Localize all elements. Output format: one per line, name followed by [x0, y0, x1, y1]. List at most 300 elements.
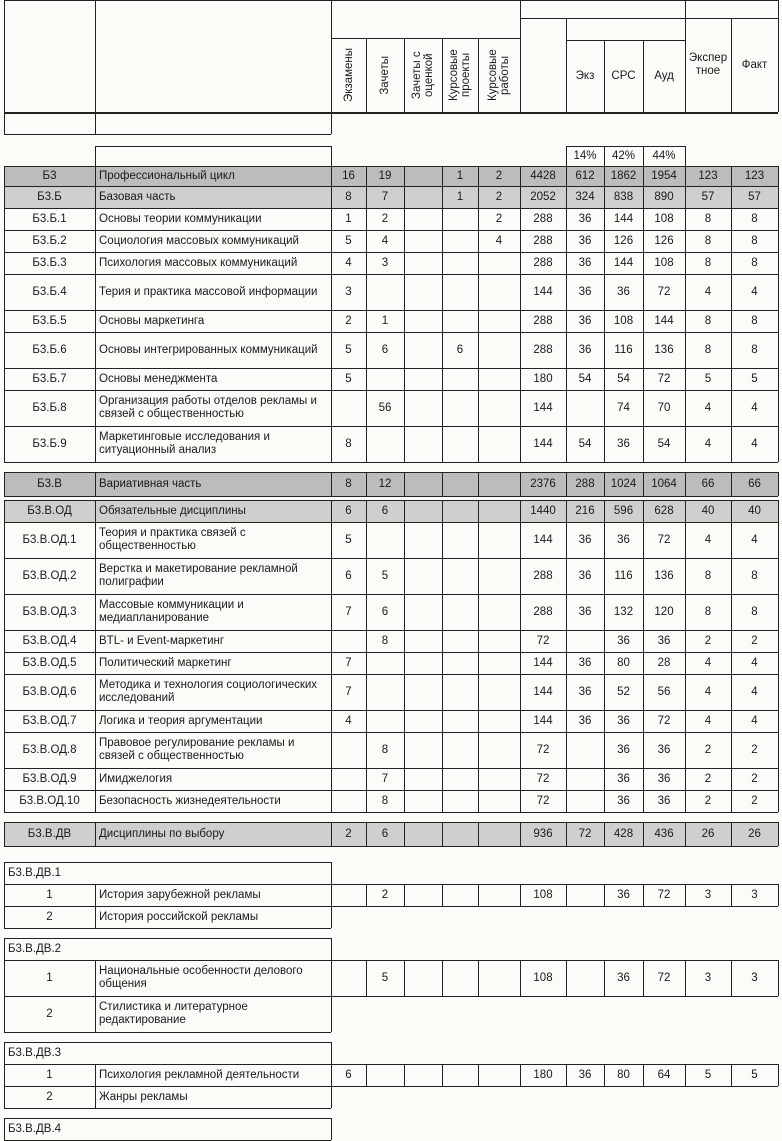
v-rule	[778, 652, 779, 674]
row-s: 116	[614, 569, 633, 582]
v-rule	[604, 274, 605, 310]
v-rule	[731, 522, 732, 558]
row-index: Б3.В.ОД.5	[22, 656, 77, 669]
v-rule	[442, 186, 443, 208]
v-rule	[442, 822, 443, 846]
v-rule	[520, 1064, 521, 1086]
row-e: 36	[578, 569, 592, 582]
v-rule	[685, 630, 686, 652]
v-rule	[478, 884, 479, 906]
v-rule	[95, 252, 96, 274]
row-zo	[404, 426, 442, 462]
v-rule	[95, 960, 96, 996]
row-s: 36	[617, 285, 630, 298]
row-zo	[404, 522, 442, 558]
dv-item-za: 5	[381, 971, 389, 984]
dv-item-s: 36	[617, 888, 630, 901]
row-za	[366, 368, 404, 390]
dv-item-index: 1	[46, 888, 53, 901]
v-rule	[404, 710, 405, 732]
v-rule	[95, 186, 96, 208]
v-rule	[404, 674, 405, 710]
row-kr	[478, 252, 520, 274]
row-zo	[404, 594, 442, 630]
row-za: 3	[381, 256, 389, 269]
row-zo	[404, 166, 442, 186]
v-rule	[478, 252, 479, 274]
v-rule	[643, 368, 644, 390]
h-rule	[4, 594, 778, 595]
v-rule	[95, 630, 96, 652]
h-rule	[4, 674, 778, 675]
v-rule	[604, 500, 605, 522]
h-rule	[4, 1032, 331, 1033]
v-rule	[366, 472, 367, 496]
v-rule	[4, 186, 5, 208]
v-rule	[604, 960, 605, 996]
dv-item-name: Национальные особенности делового общения	[99, 965, 303, 990]
v-rule	[478, 38, 479, 112]
v-rule	[604, 166, 605, 186]
header-form-col	[366, 38, 404, 112]
row-zo	[404, 252, 442, 274]
row-a: 36	[657, 794, 671, 807]
dv-group-title: Б3.В.ДВ.1	[8, 866, 62, 879]
row-name: Массовые коммуникации и медиапланирование	[99, 599, 244, 624]
row-index: Б3.В.ОД.8	[22, 743, 77, 756]
v-rule	[778, 390, 779, 426]
v-rule	[566, 790, 567, 812]
v-rule	[778, 522, 779, 558]
row-zf: 8	[751, 256, 758, 269]
row-e	[566, 790, 604, 812]
row-zf: 57	[748, 190, 761, 203]
v-rule	[404, 230, 405, 252]
v-rule	[643, 558, 644, 594]
row-all: 288	[533, 314, 553, 327]
v-rule	[731, 960, 732, 996]
row-index: Б3.В.ОД	[27, 504, 72, 517]
v-rule	[566, 252, 567, 274]
v-rule	[685, 674, 686, 710]
row-kp	[442, 500, 478, 522]
row-ze: 2	[704, 743, 712, 756]
v-rule	[366, 38, 367, 112]
v-rule	[442, 768, 443, 790]
v-rule	[604, 790, 605, 812]
v-rule	[604, 732, 605, 768]
header-zet	[685, 0, 778, 18]
v-rule	[478, 630, 479, 652]
dv-item-zo	[404, 960, 442, 996]
row-index: Б3.В.ОД.7	[22, 714, 77, 727]
row-zo	[404, 558, 442, 594]
v-rule	[520, 790, 521, 812]
v-rule	[366, 1064, 367, 1086]
v-rule	[566, 558, 567, 594]
h-rule	[4, 1064, 778, 1065]
row-index: Б3.Б	[37, 190, 62, 203]
dv-item-zf: 3	[751, 888, 758, 901]
row-zf: 4	[751, 533, 758, 546]
row-s: 428	[613, 827, 634, 840]
v-rule	[685, 500, 686, 522]
v-rule	[478, 710, 479, 732]
v-rule	[478, 768, 479, 790]
h-rule	[4, 884, 778, 885]
dv-item-s: 80	[617, 1068, 630, 1081]
row-za	[366, 426, 404, 462]
row-name: Основы маркетинга	[99, 314, 205, 327]
row-e	[566, 390, 604, 426]
v-rule	[404, 252, 405, 274]
v-rule	[331, 472, 332, 496]
row-ze: 26	[701, 827, 715, 840]
v-rule	[520, 368, 521, 390]
v-rule	[478, 332, 479, 368]
v-rule	[643, 426, 644, 462]
v-rule	[643, 732, 644, 768]
dv-item-kp	[442, 884, 478, 906]
v-rule	[643, 186, 644, 208]
row-kp: 6	[456, 343, 464, 356]
row-s: 144	[613, 256, 634, 269]
v-rule	[731, 500, 732, 522]
row-ex: 7	[345, 656, 352, 669]
dv-item-name: Психология рекламной деятельности	[99, 1068, 300, 1081]
row-s: 144	[613, 212, 634, 225]
row-e: 288	[575, 477, 595, 490]
v-rule	[4, 332, 5, 368]
dv-item-za: 2	[381, 888, 389, 901]
v-rule	[604, 558, 605, 594]
row-a: 54	[657, 437, 671, 450]
row-kp: 1	[456, 190, 464, 203]
v-rule	[478, 1064, 479, 1086]
header-form-col-label: Курсовые проекты	[448, 49, 472, 101]
v-rule	[478, 472, 479, 496]
v-rule	[95, 732, 96, 768]
v-rule	[4, 208, 5, 230]
v-rule	[366, 710, 367, 732]
v-rule	[331, 768, 332, 790]
row-s: 596	[613, 504, 634, 517]
v-rule	[566, 208, 567, 230]
v-rule	[4, 1118, 5, 1140]
row-a: 890	[654, 190, 674, 203]
header-hours-col: Экз	[575, 69, 595, 82]
row-a: 36	[657, 743, 671, 756]
h-rule	[4, 166, 778, 167]
v-rule	[604, 230, 605, 252]
v-rule	[520, 500, 521, 522]
row-a: 72	[657, 533, 671, 546]
v-rule	[4, 710, 5, 732]
v-rule	[404, 960, 405, 996]
h-rule	[4, 710, 778, 711]
v-rule	[366, 230, 367, 252]
dv-item-index: 2	[46, 1007, 53, 1020]
v-rule	[478, 652, 479, 674]
v-rule	[604, 390, 605, 426]
row-name: Основы менеджмента	[99, 372, 218, 385]
row-zf: 123	[744, 169, 765, 182]
v-rule	[685, 166, 686, 186]
row-ex: 1	[345, 212, 352, 225]
v-rule	[566, 710, 567, 732]
row-zo	[404, 790, 442, 812]
v-rule	[778, 472, 779, 496]
v-rule	[778, 500, 779, 522]
v-rule	[95, 996, 96, 1032]
v-rule	[685, 332, 686, 368]
v-rule	[643, 768, 644, 790]
v-rule	[778, 1064, 779, 1086]
row-zo	[404, 230, 442, 252]
v-rule	[478, 230, 479, 252]
v-rule	[604, 522, 605, 558]
row-ze: 2	[704, 772, 712, 785]
v-rule	[520, 274, 521, 310]
row-all: 4428	[530, 169, 556, 182]
v-rule	[566, 274, 567, 310]
row-kr	[478, 274, 520, 310]
row-s: 116	[614, 343, 633, 356]
v-rule	[331, 274, 332, 310]
header-hours-col: Ауд	[654, 69, 674, 82]
row-za	[366, 522, 404, 558]
v-rule	[478, 368, 479, 390]
v-rule	[331, 938, 332, 960]
row-all: 72	[536, 634, 550, 647]
v-rule	[731, 18, 732, 112]
row-e: 36	[578, 285, 592, 298]
row-kr	[478, 710, 520, 732]
v-rule	[685, 208, 686, 230]
v-rule	[685, 274, 686, 310]
row-s: 36	[617, 714, 630, 727]
v-rule	[731, 558, 732, 594]
row-all: 144	[533, 656, 553, 669]
v-rule	[331, 1064, 332, 1086]
v-rule	[366, 960, 367, 996]
spec-index	[4, 114, 95, 134]
v-rule	[731, 426, 732, 462]
row-index: Б3.В.ОД.1	[22, 533, 77, 546]
v-rule	[331, 710, 332, 732]
row-kp	[442, 652, 478, 674]
v-rule	[520, 652, 521, 674]
v-rule	[331, 368, 332, 390]
row-za: 6	[381, 504, 389, 517]
v-rule	[566, 884, 567, 906]
row-za: 7	[381, 190, 389, 203]
dv-item-ex: 6	[345, 1068, 352, 1081]
v-rule	[520, 208, 521, 230]
v-rule	[478, 310, 479, 332]
v-rule	[95, 166, 96, 186]
row-kr	[478, 768, 520, 790]
v-rule	[685, 368, 686, 390]
h-rule	[4, 134, 331, 135]
row-a: 1954	[651, 169, 677, 182]
v-rule	[566, 310, 567, 332]
row-s: 36	[617, 437, 630, 450]
row-all: 288	[533, 569, 553, 582]
row-index: Б3.Б.4	[32, 285, 67, 298]
v-rule	[731, 368, 732, 390]
header-total	[520, 18, 566, 112]
row-index: Б3.В	[37, 477, 62, 490]
row-ex: 4	[345, 256, 352, 269]
h-rule	[4, 310, 778, 311]
h-rule	[4, 332, 778, 333]
row-kp	[442, 522, 478, 558]
row-kr	[478, 594, 520, 630]
v-rule	[4, 1086, 5, 1108]
dv-item-index: 2	[46, 1090, 53, 1103]
v-rule	[778, 208, 779, 230]
row-index: Б3.В.ДВ	[27, 827, 72, 840]
row-ze: 40	[701, 504, 715, 517]
row-ex: 3	[345, 285, 352, 298]
v-rule	[4, 674, 5, 710]
row-ex: 6	[345, 569, 352, 582]
row-index: Б3.Б.7	[32, 372, 67, 385]
row-kp	[442, 390, 478, 426]
v-rule	[404, 426, 405, 462]
v-rule	[331, 862, 332, 884]
v-rule	[604, 594, 605, 630]
v-rule	[643, 500, 644, 522]
v-rule	[404, 732, 405, 768]
v-rule	[95, 208, 96, 230]
h-rule	[4, 1118, 331, 1119]
v-rule	[478, 426, 479, 462]
v-rule	[95, 522, 96, 558]
v-rule	[95, 332, 96, 368]
h-rule	[4, 652, 778, 653]
v-rule	[442, 522, 443, 558]
row-ex	[331, 732, 366, 768]
row-name: Терия и практика массовой информации	[99, 285, 318, 298]
v-rule	[685, 522, 686, 558]
row-e	[566, 630, 604, 652]
v-rule	[4, 938, 5, 960]
row-ze: 4	[704, 401, 712, 414]
v-rule	[442, 274, 443, 310]
v-rule	[685, 252, 686, 274]
row-ex: 8	[345, 477, 352, 490]
v-rule	[95, 710, 96, 732]
row-all: 936	[533, 827, 553, 840]
v-rule	[566, 426, 567, 462]
row-zf: 8	[751, 314, 758, 327]
v-rule	[331, 630, 332, 652]
row-name: Методика и технология социологических исследований	[99, 679, 318, 704]
v-rule	[778, 186, 779, 208]
v-rule	[643, 652, 644, 674]
v-rule	[478, 790, 479, 812]
v-rule	[442, 368, 443, 390]
row-ze: 8	[704, 605, 712, 618]
v-rule	[366, 884, 367, 906]
row-kr	[478, 332, 520, 368]
dv-item-e	[566, 960, 604, 996]
v-rule	[604, 208, 605, 230]
row-all: 144	[533, 533, 553, 546]
row-zf: 2	[751, 743, 758, 756]
row-s: 54	[617, 372, 630, 385]
row-zo	[404, 472, 442, 496]
row-ze: 4	[704, 714, 712, 727]
v-rule	[331, 906, 332, 928]
row-name: Организация работы отделов рекламы и связей с общественностью	[99, 395, 317, 420]
v-rule	[778, 790, 779, 812]
row-e: 216	[575, 504, 595, 517]
v-rule	[643, 710, 644, 732]
h-rule	[4, 522, 778, 523]
row-zo	[404, 674, 442, 710]
v-rule	[685, 146, 686, 166]
v-rule	[442, 208, 443, 230]
header-form-col	[442, 38, 478, 112]
v-rule	[685, 472, 686, 496]
row-all: 2376	[530, 477, 556, 490]
dv-item-all: 108	[533, 888, 553, 901]
h-rule	[4, 790, 778, 791]
v-rule	[643, 960, 644, 996]
v-rule	[643, 472, 644, 496]
dv-item-kr	[478, 1064, 520, 1086]
v-rule	[331, 0, 332, 112]
v-rule	[731, 252, 732, 274]
v-rule	[731, 594, 732, 630]
row-all: 72	[536, 772, 550, 785]
v-rule	[366, 252, 367, 274]
v-rule	[604, 310, 605, 332]
row-ze: 5	[704, 372, 712, 385]
row-ze: 4	[704, 285, 712, 298]
h-rule	[4, 208, 778, 209]
row-all: 288	[533, 212, 553, 225]
v-rule	[331, 960, 332, 996]
v-rule	[604, 472, 605, 496]
row-kp	[442, 310, 478, 332]
v-rule	[731, 390, 732, 426]
row-kp	[442, 472, 478, 496]
v-rule	[95, 674, 96, 710]
v-rule	[366, 522, 367, 558]
v-rule	[404, 166, 405, 186]
header-form-col	[331, 38, 366, 112]
v-rule	[331, 112, 332, 134]
v-rule	[520, 822, 521, 846]
v-rule	[4, 822, 5, 846]
v-rule	[778, 166, 779, 186]
v-rule	[366, 274, 367, 310]
h-rule	[4, 812, 778, 813]
v-rule	[685, 1064, 686, 1086]
v-rule	[478, 186, 479, 208]
h-rule	[4, 252, 778, 253]
row-a: 126	[654, 234, 674, 247]
v-rule	[643, 884, 644, 906]
v-rule	[4, 960, 5, 996]
v-rule	[331, 558, 332, 594]
row-a: 136	[654, 343, 674, 356]
v-rule	[643, 674, 644, 710]
